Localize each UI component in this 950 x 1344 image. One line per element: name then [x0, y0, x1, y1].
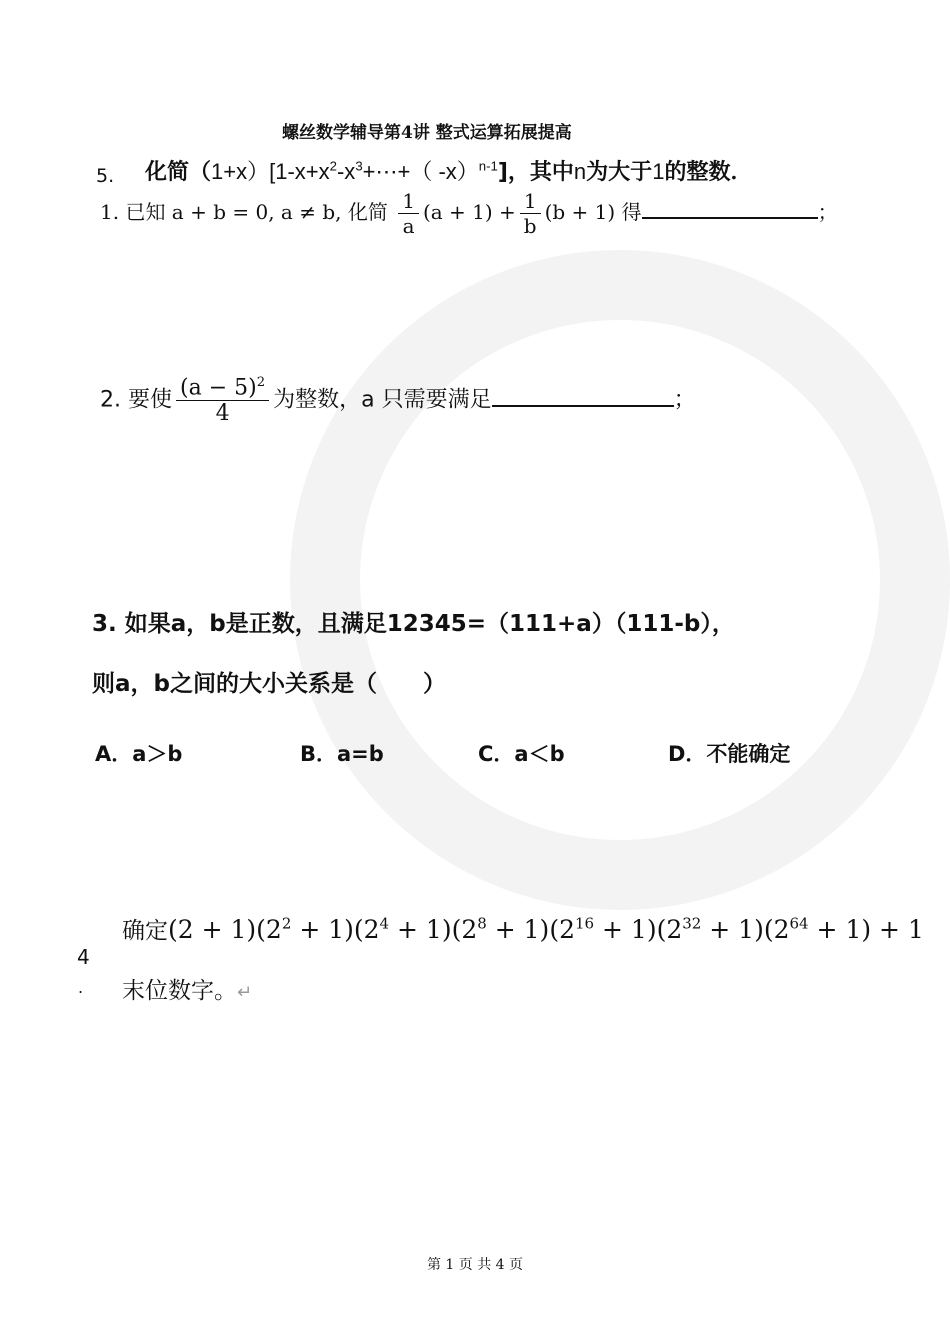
- q4-expr-exp-32: 32: [682, 914, 702, 933]
- q4-number: 4: [77, 945, 90, 969]
- q1-frac2-den: b: [523, 214, 537, 238]
- q1-frac1-num: 1: [398, 189, 419, 214]
- q5-part-f: ]，其中: [497, 160, 574, 185]
- q1-fraction-1: [398, 189, 419, 238]
- q1-text: [100, 189, 838, 238]
- q5-var-n: n: [573, 159, 587, 184]
- q5-exp-3: 3: [355, 158, 363, 174]
- q5-part-c: ）[1-x+x: [247, 159, 330, 184]
- q2-part-b: 为整数，a 只需要满足: [273, 387, 492, 413]
- q1-fraction-2: [520, 189, 541, 238]
- q4-part-a: 确定: [122, 918, 168, 944]
- q1-container: [100, 189, 838, 238]
- q2-frac-num-text: (a − 5): [180, 375, 257, 401]
- q5-text: [145, 155, 752, 186]
- q1-answer-blank[interactable]: [642, 217, 818, 219]
- q4-expr-6: + 1)(2: [486, 915, 575, 944]
- q5-exp-n: n-1: [478, 158, 498, 174]
- q4-expr-10: + 1)(2: [701, 915, 790, 944]
- q3-line-2: 则a，b之间的大小关系是（ ）: [92, 671, 446, 697]
- q1-part-a: 已知 a + b = 0, a ≠ b, 化简: [125, 200, 388, 224]
- q2-part-a: 要使: [128, 387, 173, 413]
- q3-option-a[interactable]: A．a＞b: [95, 742, 183, 766]
- q2-answer-blank[interactable]: [492, 405, 674, 407]
- q1-part-b: (b + 1) 得: [544, 200, 642, 224]
- q4-part-b: 末位数字。: [122, 978, 237, 1004]
- q5-part-a: 化简（: [145, 160, 212, 185]
- q3-option-b[interactable]: B．a=b: [300, 742, 384, 766]
- q4-expression: [168, 915, 924, 944]
- q2-fraction: [176, 375, 269, 426]
- q3-option-d[interactable]: D．不能确定: [668, 742, 791, 766]
- q1-number: 1.: [100, 200, 120, 224]
- page-footer: 第 1 页 共 4 页: [426, 1257, 524, 1273]
- q5-part-b: 1+x: [211, 159, 248, 184]
- q2-frac-num: [176, 375, 269, 401]
- q2-number: 2.: [100, 387, 121, 413]
- q4-expr-2: + 1)(2: [291, 915, 380, 944]
- q5-part-h: 的整数．: [664, 160, 753, 185]
- q4-expr-exp-8: 8: [477, 914, 487, 933]
- q3-option-c[interactable]: C．a＜b: [478, 742, 565, 766]
- q1-frac2-num: 1: [520, 189, 541, 214]
- q4-expr-4: + 1)(2: [389, 915, 478, 944]
- q4-expr-exp-16: 16: [574, 914, 595, 933]
- q4-expr-exp-2: 2: [281, 914, 292, 933]
- q5-part-g: 为大于: [586, 160, 653, 185]
- q2-frac-den: 4: [215, 401, 230, 427]
- page-title: 螺丝数学辅导第4讲 整式运算拓展提高: [282, 123, 572, 143]
- q5-part-e: +⋯+（ -x）: [362, 159, 479, 184]
- q4-line-2: [122, 972, 252, 1005]
- q4-expr-0: (2 + 1)(2: [168, 915, 282, 944]
- q4-line-1: [122, 912, 924, 945]
- q2-frac-exp: 2: [256, 375, 266, 390]
- q1-frac1-den: a: [402, 214, 415, 238]
- background-watermark: [290, 250, 950, 910]
- q4-expr-exp-64: 64: [789, 914, 809, 933]
- q2-end: ；: [673, 387, 696, 413]
- q1-end: ；: [817, 200, 838, 224]
- q4-expr-exp-4: 4: [379, 914, 390, 933]
- q4-expr-12: + 1) + 1: [808, 915, 924, 944]
- q1-mid: (a + 1) +: [422, 200, 516, 224]
- q5-number: 5.: [96, 165, 115, 187]
- q5-exp-2: 2: [329, 158, 337, 174]
- paragraph-return-icon: ↵: [237, 982, 253, 1003]
- q3-line-1: 3. 如果a，b是正数，且满足12345=（111+a）（111-b），: [92, 611, 735, 637]
- q5-one: 1: [652, 159, 665, 184]
- q5-part-d: -x: [336, 159, 356, 184]
- q4-dot: .: [78, 978, 84, 997]
- q2-text: [100, 375, 696, 426]
- q4-expr-8: + 1)(2: [594, 915, 683, 944]
